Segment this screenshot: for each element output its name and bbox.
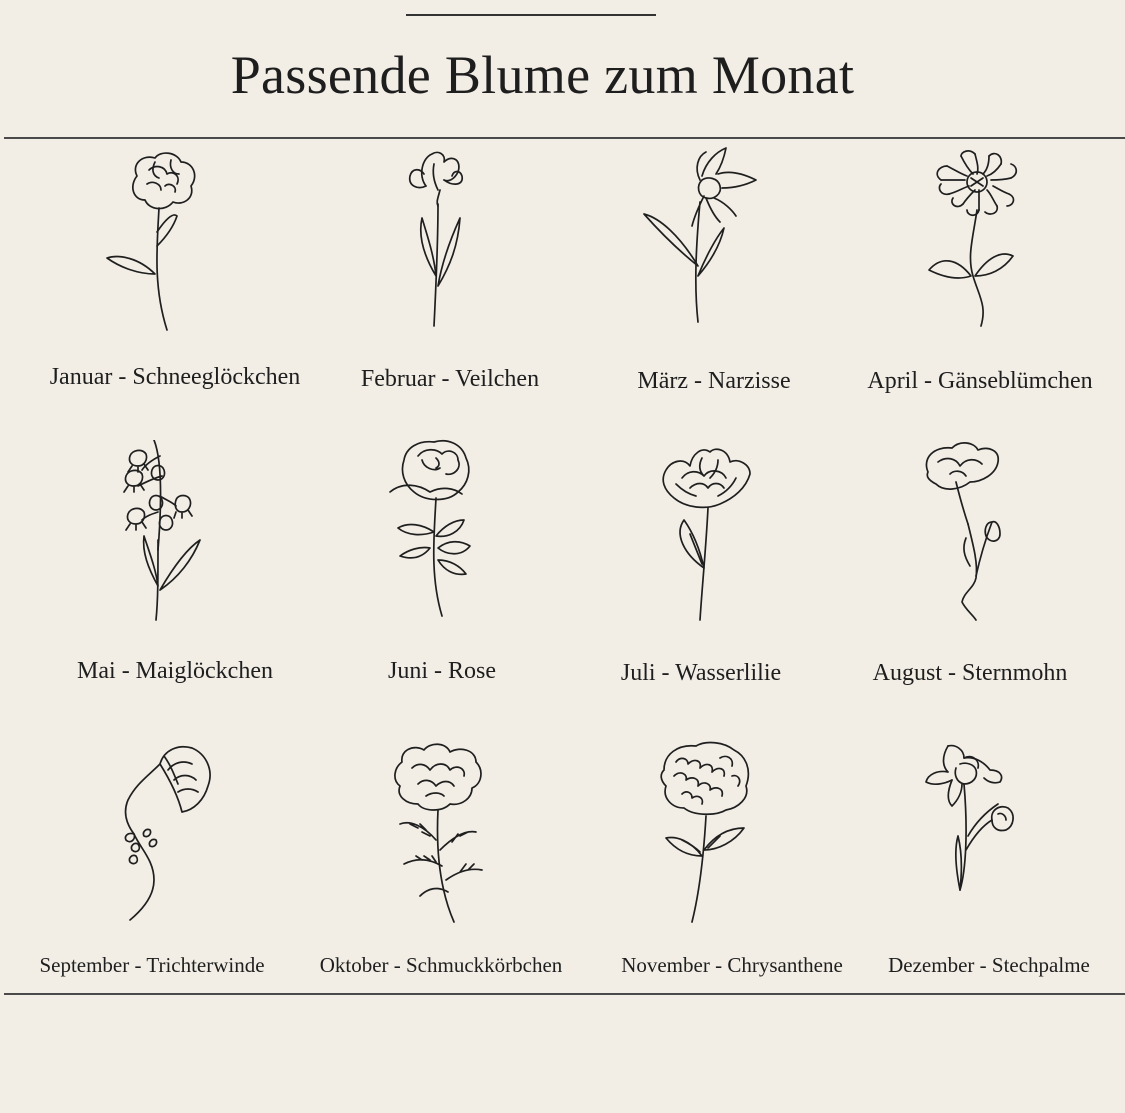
daffodil-icon (640, 146, 760, 336)
carnation-icon (99, 146, 219, 336)
month-label-maerz: März - Narzisse (637, 368, 791, 394)
lily-of-the-valley-icon (102, 440, 222, 630)
header-divider (4, 137, 1125, 139)
month-label-februar: Februar - Veilchen (360, 366, 540, 392)
month-label-juni: Juni - Rose (388, 658, 496, 684)
daisy-icon (917, 146, 1037, 336)
month-label-september: September - Trichterwinde (39, 953, 265, 977)
iris-icon (378, 146, 498, 336)
water-lily-icon (646, 438, 766, 628)
page-title: Passende Blume zum Monat (230, 45, 855, 105)
month-label-april: April - Gänseblümchen (867, 368, 1093, 394)
month-label-oktober: Oktober - Schmuckkörbchen (319, 953, 563, 977)
month-label-august: August - Sternmohn (872, 660, 1068, 686)
month-label-mai: Mai - Maiglöckchen (77, 658, 273, 684)
morning-glory-icon (108, 740, 228, 930)
marigold-icon (380, 740, 500, 930)
top-divider (406, 14, 656, 16)
month-label-januar: Januar - Schneeglöckchen (49, 364, 301, 390)
narcissus-icon (908, 740, 1028, 930)
rose-icon (378, 436, 498, 626)
poppy-icon (916, 438, 1036, 628)
month-label-juli: Juli - Wasserlilie (620, 660, 782, 686)
month-label-dezember: Dezember - Stechpalme (888, 953, 1090, 977)
chrysanthemum-icon (646, 740, 766, 930)
footer-divider (4, 993, 1125, 995)
month-label-november: November - Chrysanthene (621, 953, 843, 977)
